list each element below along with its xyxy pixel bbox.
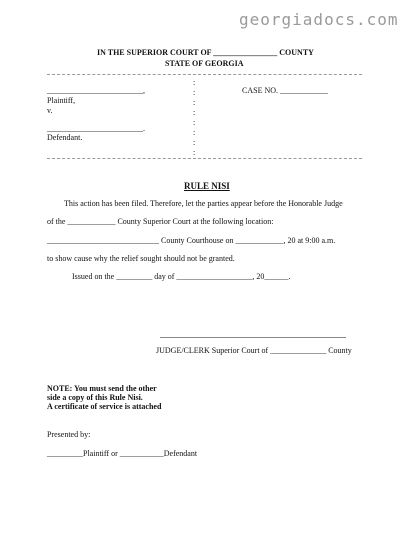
caption-colon: : [193,88,196,97]
body-line-3: ____________________________ County Courthouse on ____________, 20 at 9:00 a.m. [47,236,336,245]
caption-colon: : [193,148,196,157]
body-line-1: This action has been filed. Therefore, let the parties appear before the Honorable Judge [64,199,343,208]
caption-colon: : [193,128,196,137]
note-line-3: A certificate of service is attached [47,402,162,411]
body-line-2: of the ____________ County Superior Court at the following location: [47,217,274,226]
note-line-1: NOTE: You must send the other [47,384,157,393]
party-options: _________Plaintiff or ___________Defendant [47,449,198,458]
caption-bottom-divider [47,158,362,159]
watermark-logo: georgiadocs.com [239,10,399,29]
caption-colon: : [193,98,196,107]
caption-colon: : [193,118,196,127]
caption-top-divider [47,74,362,75]
versus-label: v. [47,106,53,115]
issued-line: Issued on the _________ day of ___________________, 20______. [72,272,291,281]
signature-label: JUDGE/CLERK Superior Court of ______________ County [156,346,352,355]
defendant-name-blank: ________________________. [47,124,145,133]
note-line-2: side a copy of this Rule Nisi. [47,393,143,402]
defendant-label: Defendant. [47,133,83,142]
document-title: RULE NISI [184,181,230,191]
caption-colon: : [193,138,196,147]
presented-by-label: Presented by: [47,430,91,439]
plaintiff-name-blank: ________________________, [47,86,145,95]
state-header: STATE OF GEORGIA [165,59,244,68]
caption-colon: : [193,108,196,117]
signature-line [160,337,346,338]
plaintiff-label: Plaintiff, [47,96,76,105]
case-number: CASE NO. ____________ [242,86,329,95]
caption-colon: : [193,78,196,87]
body-line-4: to show cause why the relief sought should not be granted. [47,254,235,263]
court-header: IN THE SUPERIOR COURT OF ________________ COUNTY [97,48,314,57]
